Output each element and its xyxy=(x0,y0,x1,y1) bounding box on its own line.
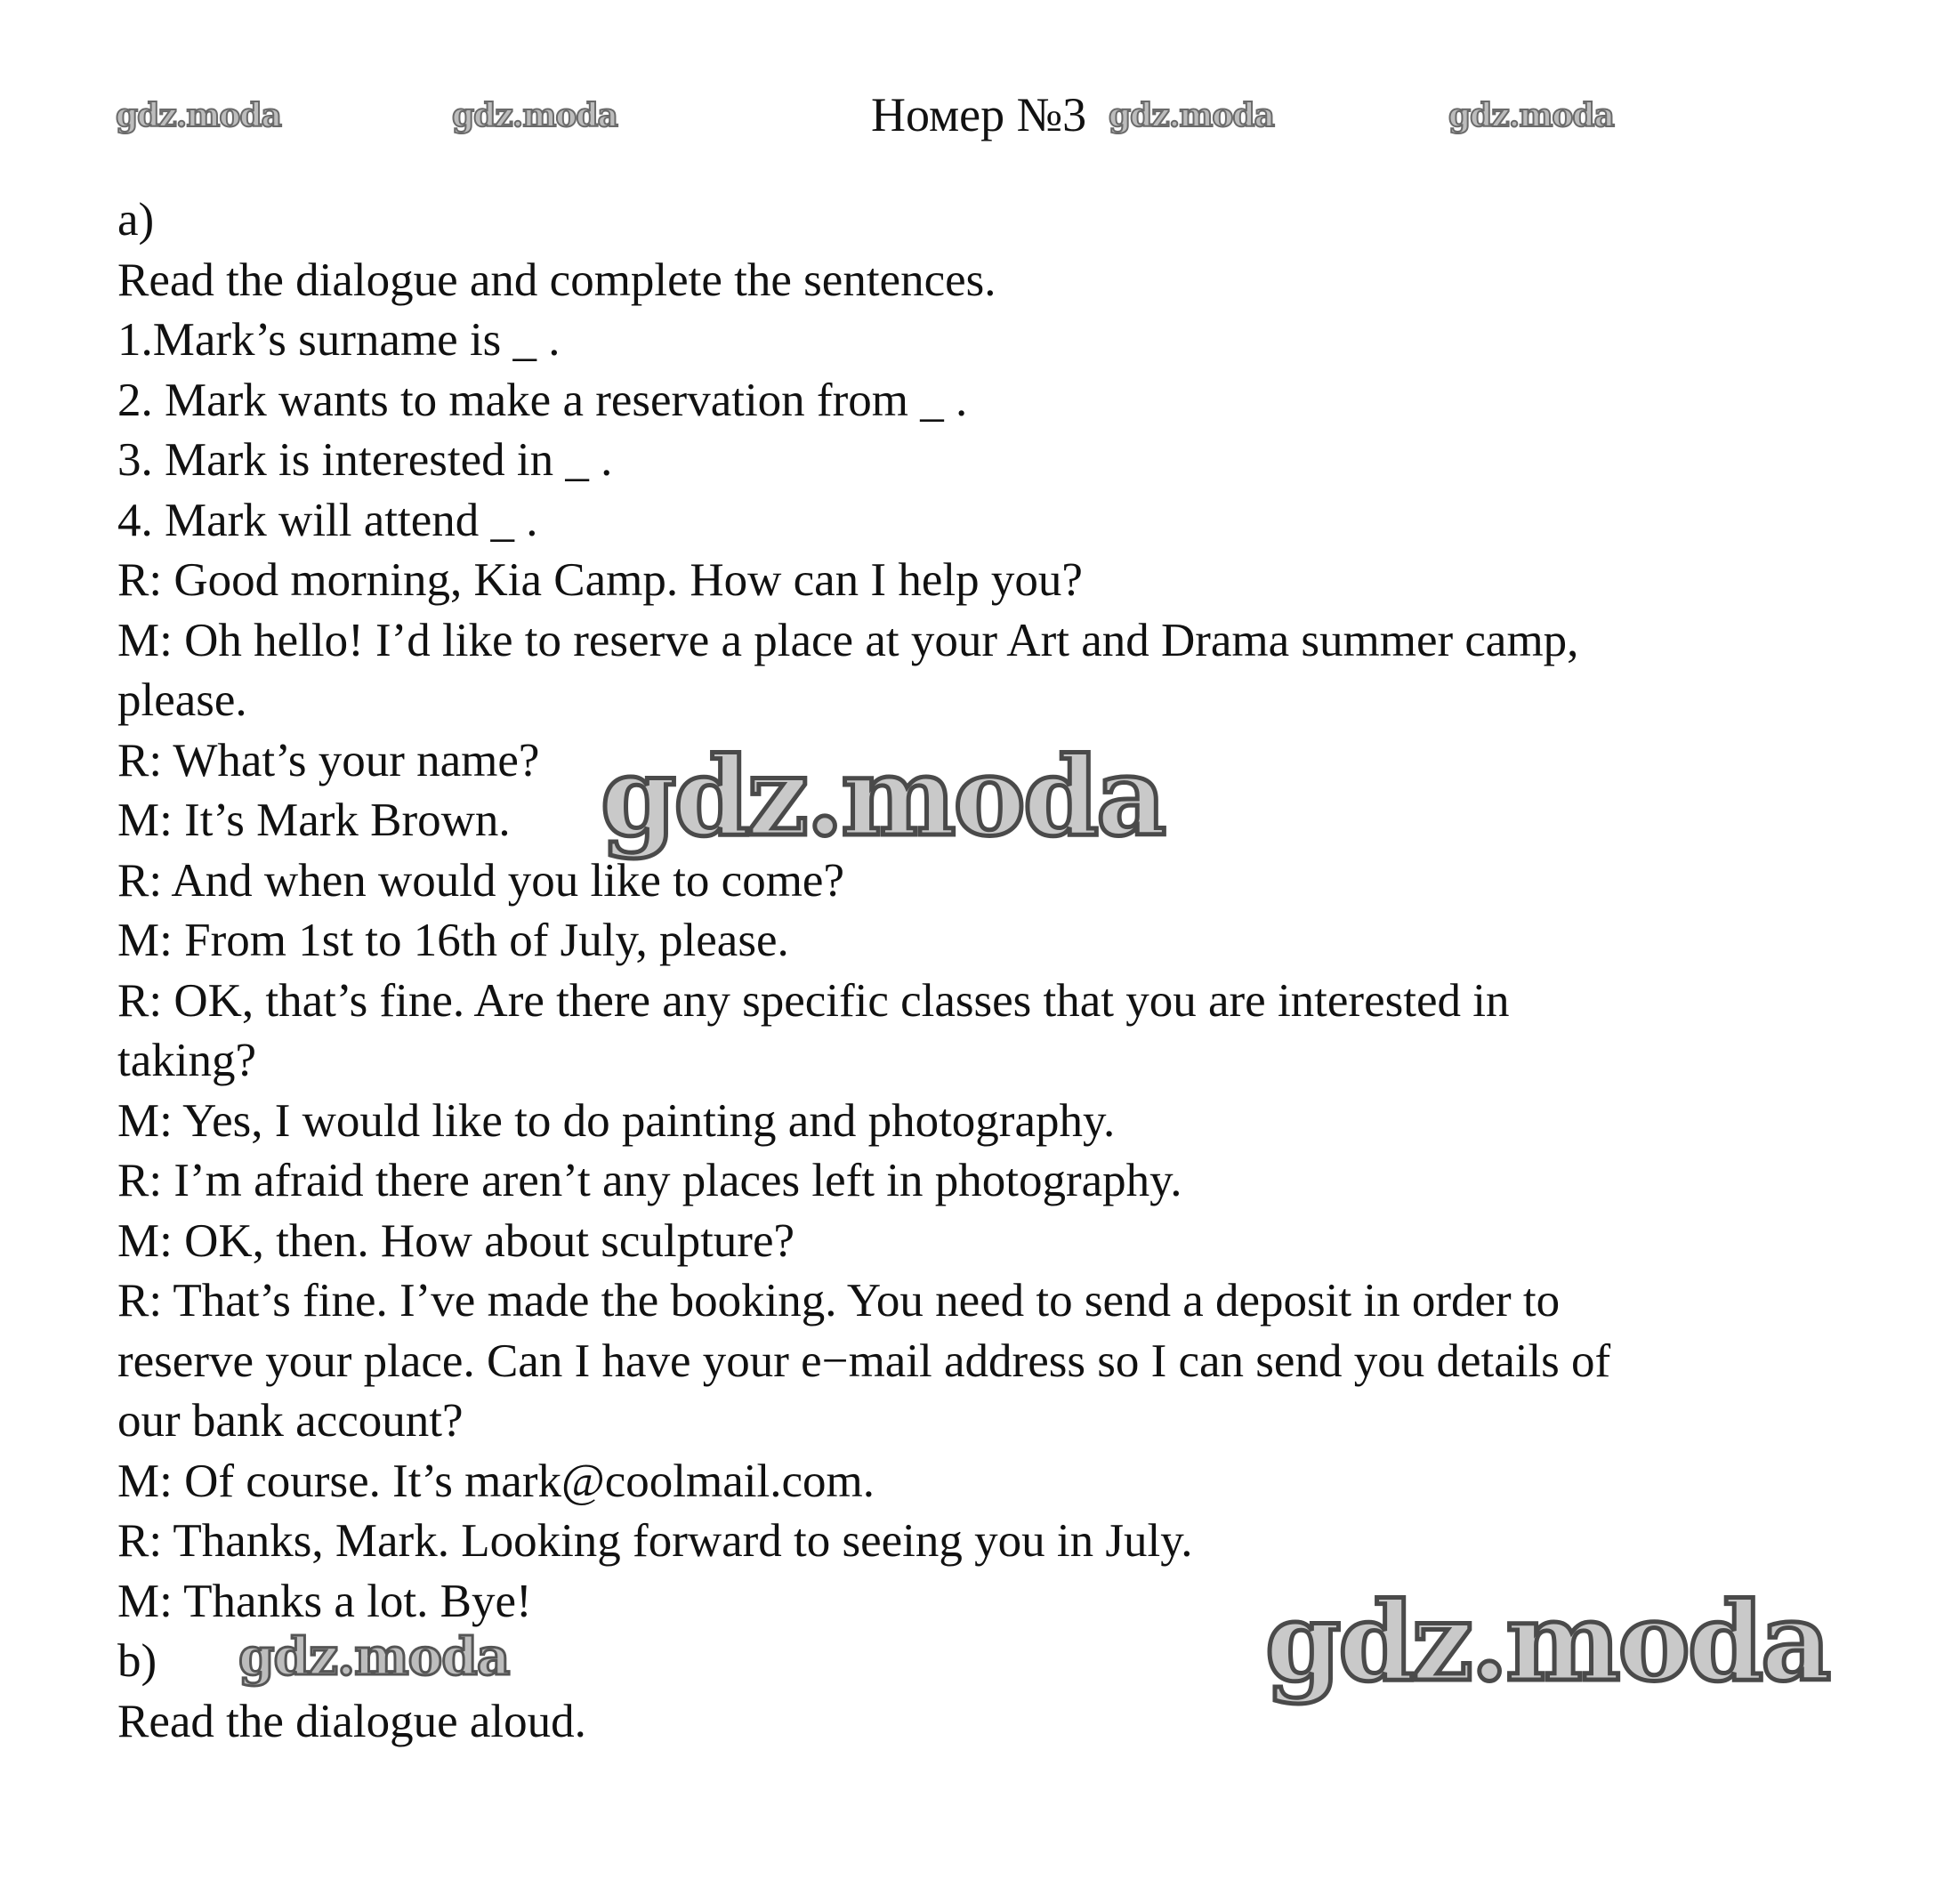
watermark: gdz.moda xyxy=(601,732,1165,860)
dialogue-line: R: OK, that’s fine. Are there any specific classes that you are interested in xyxy=(117,974,1510,1027)
dialogue-line: please. xyxy=(117,674,247,726)
page-title: Номер №3 xyxy=(871,88,1087,141)
watermark: gdz.moda xyxy=(452,97,617,134)
dialogue-line: R: Thanks, Mark. Looking forward to seeing you in July. xyxy=(117,1515,1193,1567)
dialogue-line: our bank account? xyxy=(117,1395,464,1447)
dialogue-line: M: Yes, I would like to do painting and photography. xyxy=(117,1094,1116,1147)
watermark: gdz.moda xyxy=(238,1626,510,1687)
dialogue-line: M: Oh hello! I’d like to reserve a place at your Art and Drama summer camp, xyxy=(117,614,1579,666)
task-a-label: a) xyxy=(117,194,155,246)
dialogue-line: M: It’s Mark Brown. xyxy=(117,794,511,846)
dialogue-line: reserve your place. Can I have your e−mail address so I can send you details of xyxy=(117,1335,1611,1387)
watermark: gdz.moda xyxy=(1109,97,1274,134)
dialogue-line: taking? xyxy=(117,1035,256,1086)
dialogue-line: R: Good morning, Kia Camp. How can I help you? xyxy=(117,554,1083,606)
watermark: gdz.moda xyxy=(1265,1577,1829,1706)
dialogue-line: R: That’s fine. I’ve made the booking. You need to send a deposit in order to xyxy=(117,1275,1561,1326)
sentence-item: 1.Mark’s surname is _ . xyxy=(117,314,561,366)
task-b-label: b) xyxy=(117,1635,157,1687)
watermark: gdz.moda xyxy=(116,97,281,134)
dialogue-line: M: Of course. It’s mark@coolmail.com. xyxy=(117,1455,875,1507)
dialogue-line: R: I’m afraid there aren’t any places left in photography. xyxy=(117,1155,1182,1206)
dialogue-line: M: Thanks a lot. Bye! xyxy=(117,1575,532,1627)
dialogue-line: R: And when would you like to come? xyxy=(117,854,844,907)
sentence-item: 4. Mark will attend _ . xyxy=(117,494,538,546)
dialogue-line: M: OK, then. How about sculpture? xyxy=(117,1214,794,1267)
sentence-item: 3. Mark is interested in _ . xyxy=(117,434,613,486)
task-b-instruction: Read the dialogue aloud. xyxy=(117,1695,586,1747)
watermark: gdz.moda xyxy=(1448,97,1614,134)
sentence-item: 2. Mark wants to make a reservation from _ . xyxy=(117,374,968,426)
document-body xyxy=(117,190,1861,1752)
task-a-instruction: Read the dialogue and complete the sentences. xyxy=(117,254,996,306)
dialogue-line: R: What’s your name? xyxy=(117,734,540,786)
dialogue-line: M: From 1st to 16th of July, please. xyxy=(117,915,789,966)
